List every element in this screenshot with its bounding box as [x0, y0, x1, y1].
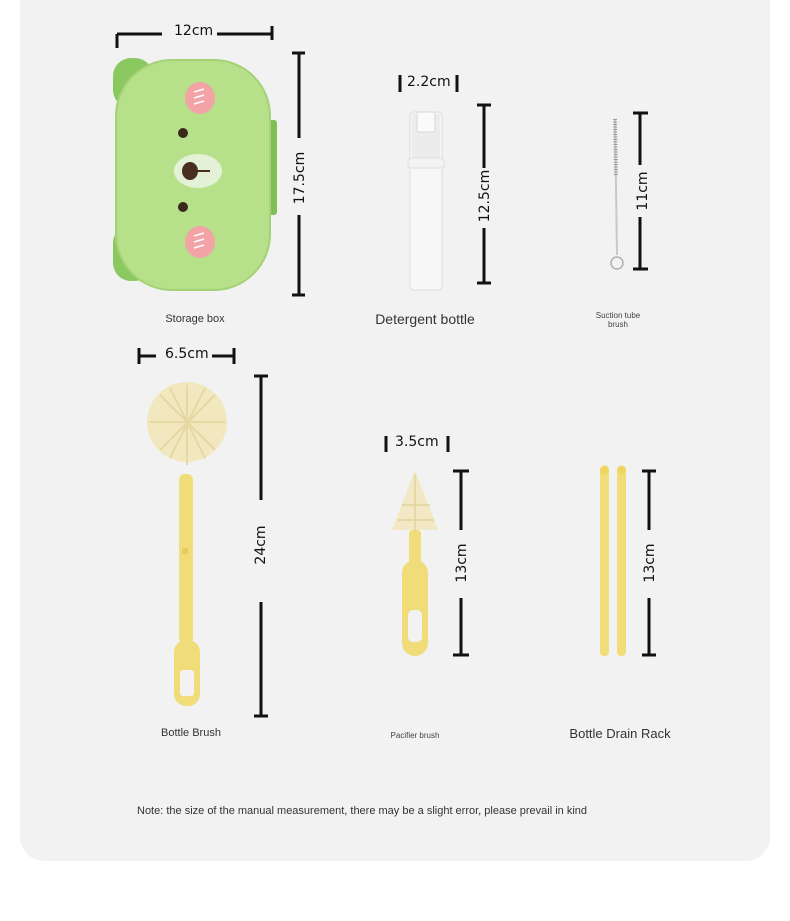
suction-tube-brush-label-line-2: brush [607, 320, 628, 329]
detergent-bottle-height: 12.5cm [477, 169, 493, 223]
suction-tube-brush-label-line-1: Suction tube [595, 311, 641, 320]
storage-box-width: 12cm [174, 23, 214, 39]
pacifier-brush-height: 13cm [454, 543, 470, 583]
pacifier-brush-label: Pacifier brush [390, 731, 440, 740]
frog-storage-box-icon [113, 58, 277, 290]
storage-box-diagram [110, 20, 310, 310]
bottle-brush-height: 24cm [253, 525, 269, 565]
suction-tube-brush-icon [611, 119, 623, 269]
suction-tube-brush-label [580, 311, 656, 329]
drain-rack-diagram [590, 460, 670, 665]
bottle-brush-label: Bottle Brush [161, 727, 221, 739]
bottle-brush-icon [147, 382, 227, 706]
detergent-bottle-icon [408, 112, 444, 290]
detergent-bottle-width: 2.2cm [407, 74, 451, 90]
suction-tube-brush-height: 11cm [635, 171, 651, 211]
pacifier-brush-icon [392, 470, 438, 656]
detergent-bottle-label: Detergent bottle [375, 311, 475, 327]
pacifier-brush-width: 3.5cm [395, 434, 439, 450]
suction-tube-brush-diagram [600, 105, 660, 280]
drain-rack-label: Bottle Drain Rack [569, 726, 671, 741]
bottle-brush-width: 6.5cm [165, 346, 209, 362]
storage-box-height: 17.5cm [292, 151, 308, 205]
drain-rack-height: 13cm [642, 543, 658, 583]
measurement-note: Note: the size of the manual measurement, there may be a slight error, please prevail in kind [137, 805, 588, 817]
drain-rack-sticks-icon [600, 466, 626, 657]
storage-box-label: Storage box [165, 313, 225, 325]
